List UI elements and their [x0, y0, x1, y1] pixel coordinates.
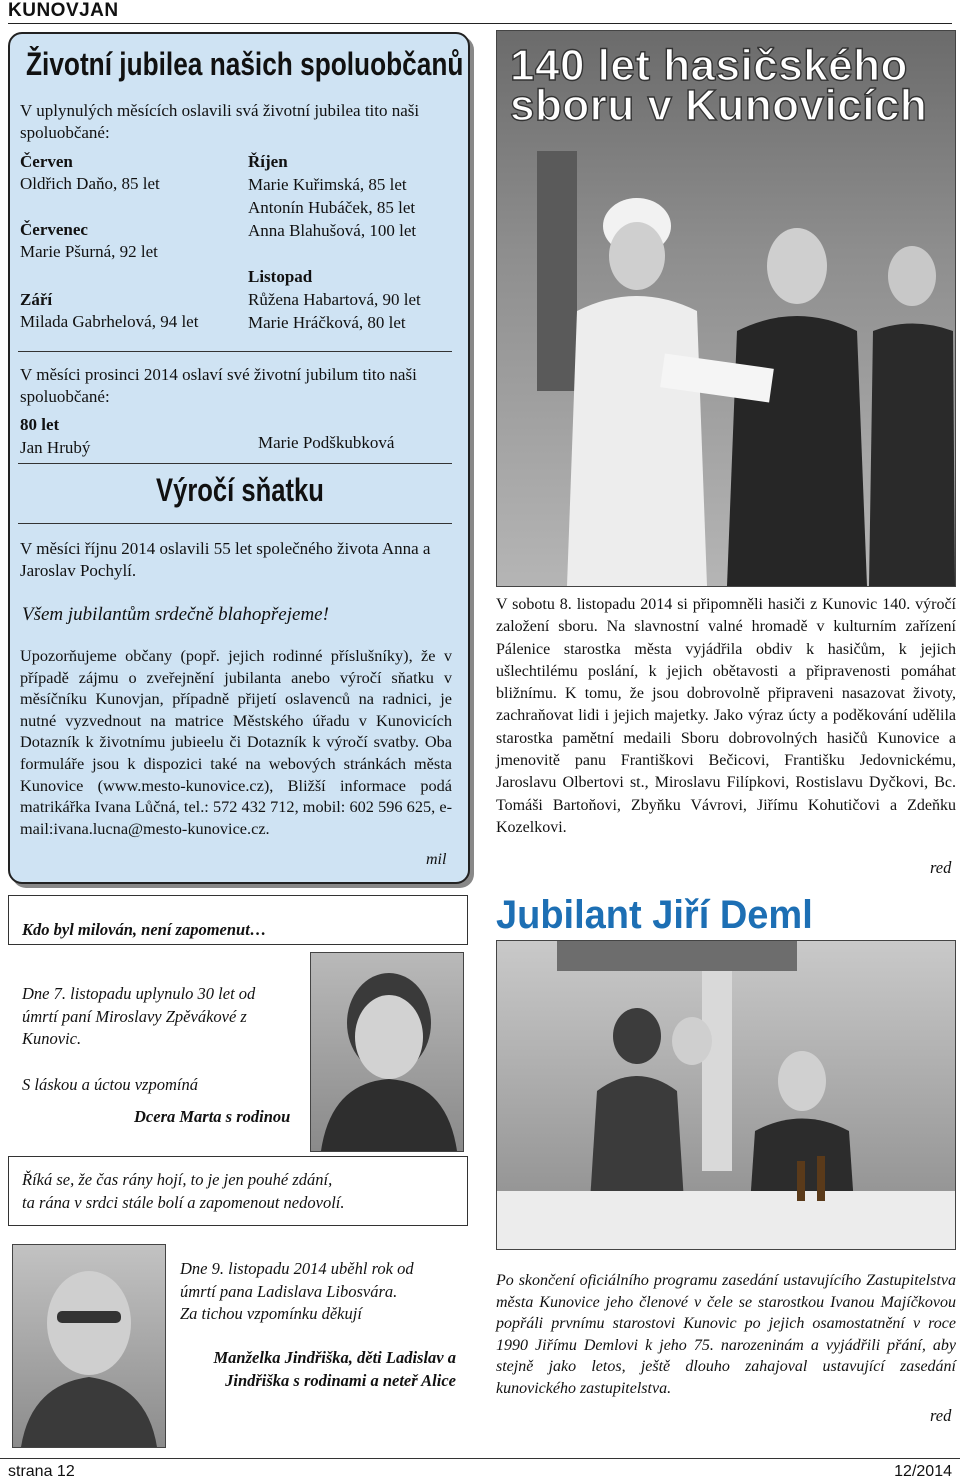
notice-text: Upozorňujeme občany (popř. jejich rodinné příslušníky), že v případě zájmu o zveřejnění jubilanta anebo výročí sňatku v měsíčníku Kunovjan, případně přijetí oslavenců na radnici, je nutné vyzvednout na matrice Městského úřadu v Kunovicích Dotazník k životnímu jubieelu či Dotazník k výročí svatby. Oba formuláře jsou k dispozici také na webových stránkách města Kunovice (www.mesto-kunovice.cz), Bližší informace podá matrikářka Ivana Lůčná, tel.: 572 432 712, mobil: 602 596 625, e-mail:ivana.lucna@mesto-kunovice.cz. [20, 646, 452, 838]
person-entry: Marie Podškubková [258, 433, 395, 452]
december-age: 80 let [20, 415, 60, 434]
memorial-quote: Kdo byl milován, není zapomenut… [22, 920, 267, 939]
section-divider [18, 463, 452, 464]
memorial-1-line2: S láskou a úctou vzpomíná [22, 1075, 198, 1094]
month-cervenec: Červenec [20, 220, 88, 239]
section-divider [18, 351, 452, 352]
deml-signature: red [930, 1406, 952, 1425]
portrait-man-icon [13, 1245, 165, 1447]
footer-rule [0, 1458, 960, 1459]
memorial-quote-box-2 [8, 1156, 468, 1226]
deml-ceremony-icon [497, 941, 955, 1249]
person-entry: Marie Kuřimská, 85 let [248, 175, 407, 194]
section-divider [18, 523, 452, 524]
firefighters-title: 140 let hasičského sboru v Kunovicích [510, 41, 928, 130]
header-rule [8, 23, 952, 24]
anniversary-text: V měsíci říjnu 2014 oslavili 55 let společného života Anna a Jaroslav Pochylí. [20, 539, 431, 580]
memorial-1-text: Dne 7. listopadu uplynulo 30 let od úmrtí paní Miroslavy Zpěvákové z Kunovic. [22, 984, 256, 1048]
deml-title: Jubilant Jiří Deml [496, 893, 813, 937]
anniversary-title: Výročí sňatku [156, 472, 324, 508]
person-entry: Marie Pšurná, 92 let [20, 242, 158, 261]
memorial-2-signature: Manželka Jindřiška, děti Ladislav a Jindřiška s rodinami a neteř Alice [213, 1348, 456, 1390]
page-header-title: KUNOVJAN [8, 0, 119, 21]
month-zari: Září [20, 290, 53, 309]
month-rijen: Říjen [248, 152, 288, 171]
memorial-quote-2-line2: ta rána v srdci stále bolí a zapomenout nedovolí. [22, 1193, 345, 1212]
portrait-woman-icon [311, 953, 463, 1151]
congrats-line: Všem jubilantům srdečně blahopřejeme! [22, 604, 329, 625]
memorial-1-signature: Dcera Marta s rodinou [134, 1107, 291, 1126]
person-entry: Anna Blahušová, 100 let [248, 221, 417, 240]
month-cerven: Červen [20, 152, 73, 171]
author-signature: mil [426, 851, 447, 868]
issue-number: 12/2014 [894, 1463, 952, 1480]
portrait-photo-man [12, 1244, 166, 1448]
portrait-photo-woman [310, 952, 464, 1152]
memorial-quote-2-line1: Říká se, že čas rány hojí, to je jen pouhé zdání, [22, 1170, 333, 1189]
memorial-2-text: Dne 9. listopadu 2014 uběhl rok od úmrtí pana Ladislava Libosvára. [180, 1259, 414, 1301]
person-entry: Oldřich Daňo, 85 let [20, 174, 160, 193]
firefighters-signature: red [930, 858, 952, 877]
person-entry: Milada Gabrhelová, 94 let [20, 312, 199, 331]
jubilee-title: Životní jubilea našich spoluobčanů [26, 46, 464, 82]
person-entry: Růžena Habartová, 90 let [248, 290, 421, 309]
person-entry: Antonín Hubáček, 85 let [248, 198, 416, 217]
month-listopad: Listopad [248, 267, 313, 286]
deml-photo [496, 940, 956, 1250]
person-entry: Marie Hráčková, 80 let [248, 313, 406, 332]
december-intro: V měsíci prosinci 2014 oslaví své životní jubilum tito naši spoluobčané: [20, 365, 417, 406]
firefighters-text: V sobotu 8. listopadu 2014 si připomněli hasiči z Kunovic 140. výročí založení sboru. Na slavnostní valné hromadě v kulturním zařízení Pálenice starostka města vyjádřila obdiv k hasičům, k jejich ušlechtilému poslání, k jejich obětavosti a připravenosti pomáhat bližnímu. K tomu, že jsou dobrovolně připraveni nasazovat životy, zachraňovat lidi i jejich majetky. Jako výraz úcty a poděkování udělila starostka pamětní medaili Sboru dobrovolných hasičů Kunovice a jmenovitě panu Františkovi Bečicovi, Františku Jedovnickému, Jaroslavu Olbertovi st., Miroslavu Filípkovi, Rostislavu Dyčkovi, Bc. Tomáši Bartoňovi, Zbyňku Vávrovi, Jiřímu Kohutičovi a Zdeňku Kozelkovi. [496, 596, 956, 836]
memorial-2-line2: Za tichou vzpomínku děkují [180, 1304, 362, 1323]
page-number: strana 12 [8, 1463, 75, 1480]
jubilee-intro: V uplynulých měsících oslavili svá životní jubilea tito naši spoluobčané: [20, 101, 420, 142]
deml-caption: Po skončení oficiálního programu zasedání ustavujícího Zastupitelstva města Kunovice jeho členové v čele se starostkou Ivanou Majíčkovou popřáli prvnímu starostovi Kunovic po jejich osamostatnění v roce 1990 Jiřímu Demlovi k jeho 75. narozeninám a vyjádřili přání, aby stejně jako letos, ještě dlouho zahajoval ustavující zasedání kunovického zastupitelstva. [496, 1272, 956, 1397]
person-entry: Jan Hrubý [20, 438, 91, 457]
